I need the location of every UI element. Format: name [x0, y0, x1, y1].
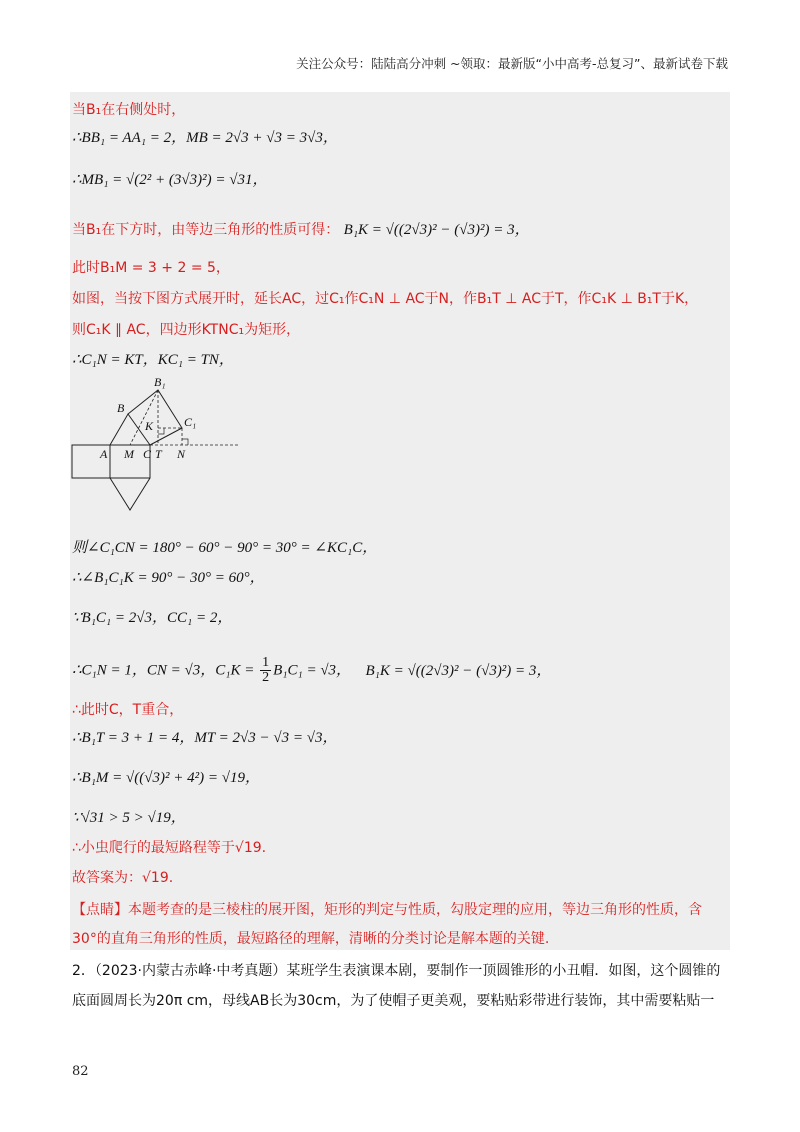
label-a: A: [100, 447, 108, 461]
solution-line-10: ∴∠B₁C₁K = 90° − 30° = 60°，: [72, 570, 265, 586]
prism-net-figure: [70, 372, 250, 517]
solution-line-19: 【点睛】本题考查的是三棱柱的展开图，矩形的判定与性质，勾股定理的应用，等边三角形的性质，含: [72, 902, 702, 918]
solution-line-3: ∴MB₁ = √(2² + (3√3)²) = √31，: [72, 172, 268, 188]
fraction-numerator: 1: [262, 655, 270, 670]
solution-line-6: 如图，当按下图方式展开时，延长AC，过C₁作C₁N ⊥ AC于N，作B₁T ⊥ AC于T，作C₁K ⊥ B₁T于K，: [72, 291, 699, 307]
page-header: 关注公众号：陆陆高分冲刺 ~领取：最新版“小中高考-总复习”、最新试卷下载: [296, 56, 728, 71]
solution-line-12-a: ∴C₁N = 1，CN = √3，C₁K =: [72, 662, 259, 679]
solution-line-4-math: B₁K = √((2√3)² − (√3)²) = 3，: [343, 222, 530, 238]
page-number: 82: [72, 1064, 89, 1079]
solution-line-7: 则C₁K ∥ AC，四边形KTNC₁为矩形，: [72, 322, 301, 338]
solution-line-5: 此时B₁M = 3 + 2 = 5，: [72, 260, 230, 276]
fraction-denominator: 2: [262, 670, 270, 685]
solution-line-9: 则∠C₁CN = 180° − 60° − 90° = 30° = ∠KC₁C，: [72, 540, 378, 556]
label-b1: B₁: [154, 375, 166, 389]
solution-line-4-text: 当B₁在下方时，由等边三角形的性质可得：: [72, 222, 340, 238]
label-c1: C₁: [184, 415, 197, 429]
label-c: C: [143, 447, 152, 461]
solution-line-20: 30°的直角三角形的性质，最短路径的理解，清晰的分类讨论是解本题的关键.: [72, 931, 550, 947]
question-line-2: 底面圆周长为20π cm，母线AB长为30cm，为了使帽子更美观，要粘贴彩带进行装饰，其中需要粘贴一: [72, 993, 715, 1009]
solution-line-4: [72, 220, 530, 240]
solution-line-12-c: B₁K = √((2√3)² − (√3)²) = 3，: [365, 662, 552, 679]
solution-line-12: [72, 656, 551, 685]
solution-line-12-b: B₁C₁ = √3，: [273, 662, 352, 679]
solution-line-15: ∴B₁M = √((√3)² + 4²) = √19，: [72, 770, 260, 786]
fraction-half: [260, 656, 271, 685]
label-k: K: [145, 419, 154, 433]
solution-line-16: ∵√31 > 5 > √19，: [72, 810, 186, 826]
label-t: T: [155, 447, 162, 461]
label-b: B: [117, 401, 125, 415]
solution-line-8: ∴C₁N = KT，KC₁ = TN，: [72, 352, 234, 368]
solution-line-18: 故答案为：√19.: [72, 870, 174, 886]
solution-line-1: 当B₁在右侧处时，: [72, 102, 186, 118]
label-n: N: [177, 447, 186, 461]
question-line-1: 2．（2023·内蒙古赤峰·中考真题）某班学生表演课本剧，要制作一顶圆锥形的小丑帽．如图，这个圆锥的: [72, 963, 721, 979]
solution-line-13: ∴此时C，T重合，: [72, 702, 184, 718]
solution-line-11: ∵B₁C₁ = 2√3，CC₁ = 2，: [72, 610, 233, 626]
label-m: M: [124, 447, 134, 461]
solution-line-14: ∴B₁T = 3 + 1 = 4，MT = 2√3 − √3 = √3，: [72, 730, 338, 746]
solution-line-2: ∴BB₁ = AA₁ = 2，MB = 2√3 + √3 = 3√3，: [72, 130, 338, 146]
solution-line-17: ∴小虫爬行的最短路程等于√19.: [72, 840, 267, 856]
